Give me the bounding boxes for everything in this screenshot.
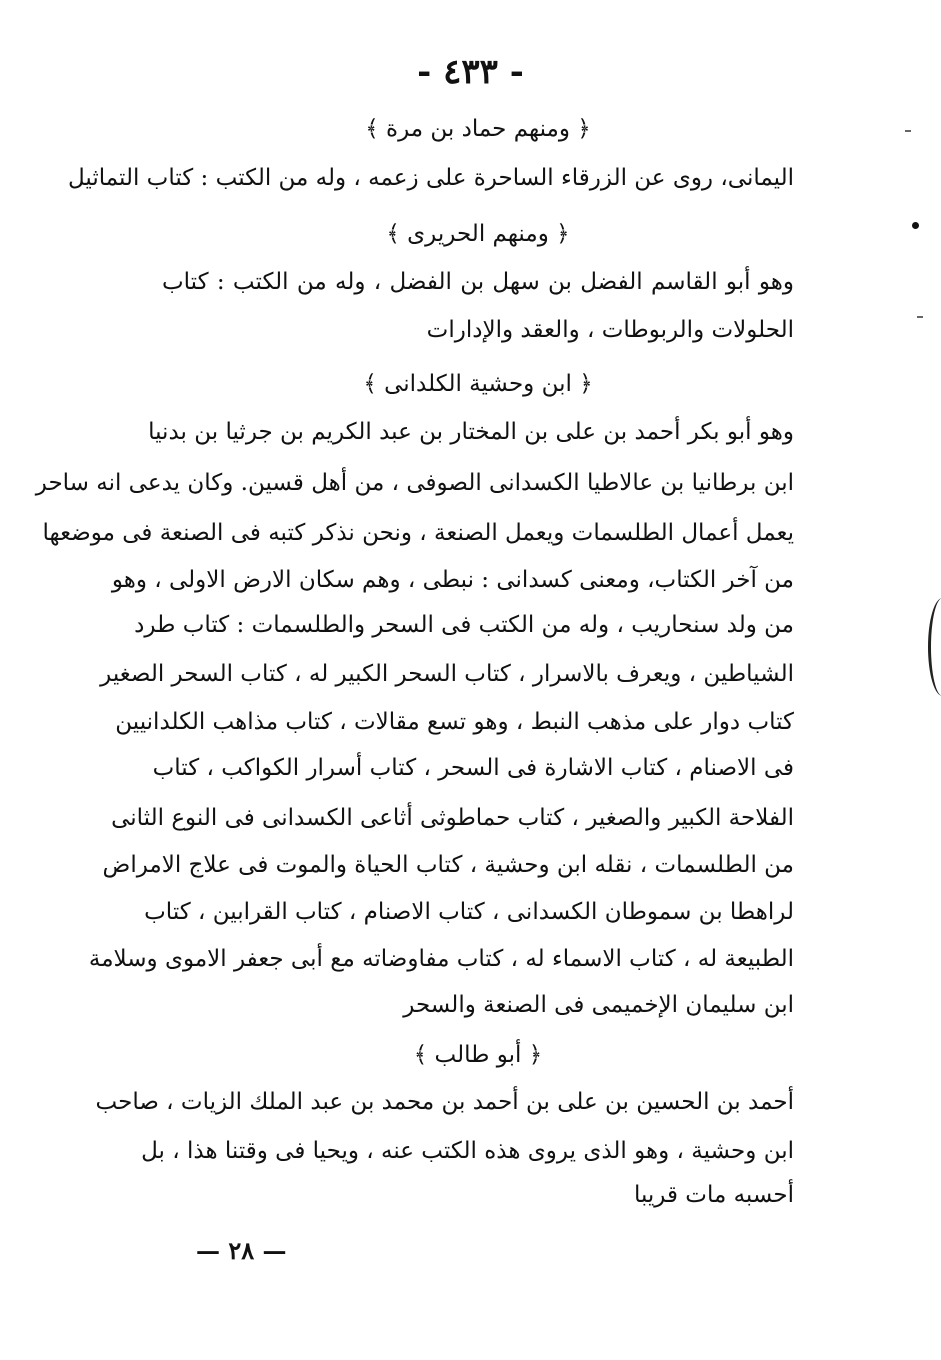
scan-tick (905, 130, 911, 132)
text-line: الطبيعة له ، كتاب الاسماء له ، كتاب مفاوضاته مع أبى جعفر الاموى وسلامة (88, 946, 794, 972)
text-line: كتاب دوار على مذهب النبط ، وهو تسع مقالات ، كتاب مذاهب الكلدانيين (115, 709, 794, 735)
text-line: يعمل أعمال الطلسمات ويعمل الصنعة ، ونحن نذكر كتبه فى الصنعة فى موضعها (42, 520, 794, 546)
text-line: من آخر الكتاب، ومعنى كسدانى : نبطى ، وهم سكان الارض الاولى ، وهو (111, 567, 794, 593)
text-line: ابن سليمان الإخميمى فى الصنعة والسحر (403, 992, 794, 1018)
text-line: وهو أبو القاسم الفضل بن سهل بن الفضل ، وله من الكتب : كتاب (162, 269, 794, 295)
text-line: فى الاصنام ، كتاب الاشارة فى السحر ، كتاب أسرار الكواكب ، كتاب (152, 755, 794, 781)
text-line: اليمانى، روى عن الزرقاء الساحرة على زعمه ، وله من الكتب : كتاب التماثيل (67, 165, 794, 191)
text-line: أحسبه مات قريبا (633, 1182, 794, 1208)
section-heading: ﴿ ابن وحشية الكلدانى ﴾ (363, 371, 593, 397)
text-line: ابن وحشية ، وهو الذى يروى هذه الكتب عنه ، ويحيا فى وقتنا هذا ، بل (141, 1138, 794, 1164)
section-heading: ﴿ ومنهم الحريرى ﴾ (386, 221, 570, 247)
section-heading: ﴿ ومنهم حماد بن مرة ﴾ (365, 116, 591, 142)
page-number: - ٤٣٣ - (417, 52, 524, 92)
text-line: الشياطين ، ويعرف بالاسرار ، كتاب السحر الكبير له ، كتاب السحر الصغير (100, 661, 794, 687)
text-line: الحلولات والربوطات ، والعقد والإدارات (426, 317, 794, 343)
text-line: من الطلسمات ، نقله ابن وحشية ، كتاب الحياة والموت فى علاج الامراض (102, 852, 794, 878)
footer-number: — ٢٨ — (196, 1236, 287, 1265)
text-line: أحمد بن الحسين بن على بن أحمد بن محمد بن عبد الملك الزيات ، صاحب (95, 1089, 794, 1115)
text-line: ابن برطانيا بن عالاطيا الكسدانى الصوفى ، من أهل قسين. وكان يدعى انه ساحر (35, 470, 794, 496)
text-line: من ولد سنحاريب ، وله من الكتب فى السحر والطلسمات : كتاب طرد (134, 612, 794, 638)
text-line: وهو أبو بكر أحمد بن على بن المختار بن عبد الكريم بن جرثيا بن بدنيا (148, 419, 794, 445)
text-line: الفلاحة الكبير والصغير ، كتاب حماطوثى أثاعى الكسدانى فى النوع الثانى (111, 805, 794, 831)
scan-edge-arc (928, 598, 941, 696)
text-line: لراهطا بن سموطان الكسدانى ، كتاب الاصنام ، كتاب القرابين ، كتاب (144, 899, 794, 925)
scan-tick (917, 316, 923, 318)
scan-dot (912, 222, 919, 229)
section-heading: ﴿ أبو طالب ﴾ (413, 1042, 543, 1068)
